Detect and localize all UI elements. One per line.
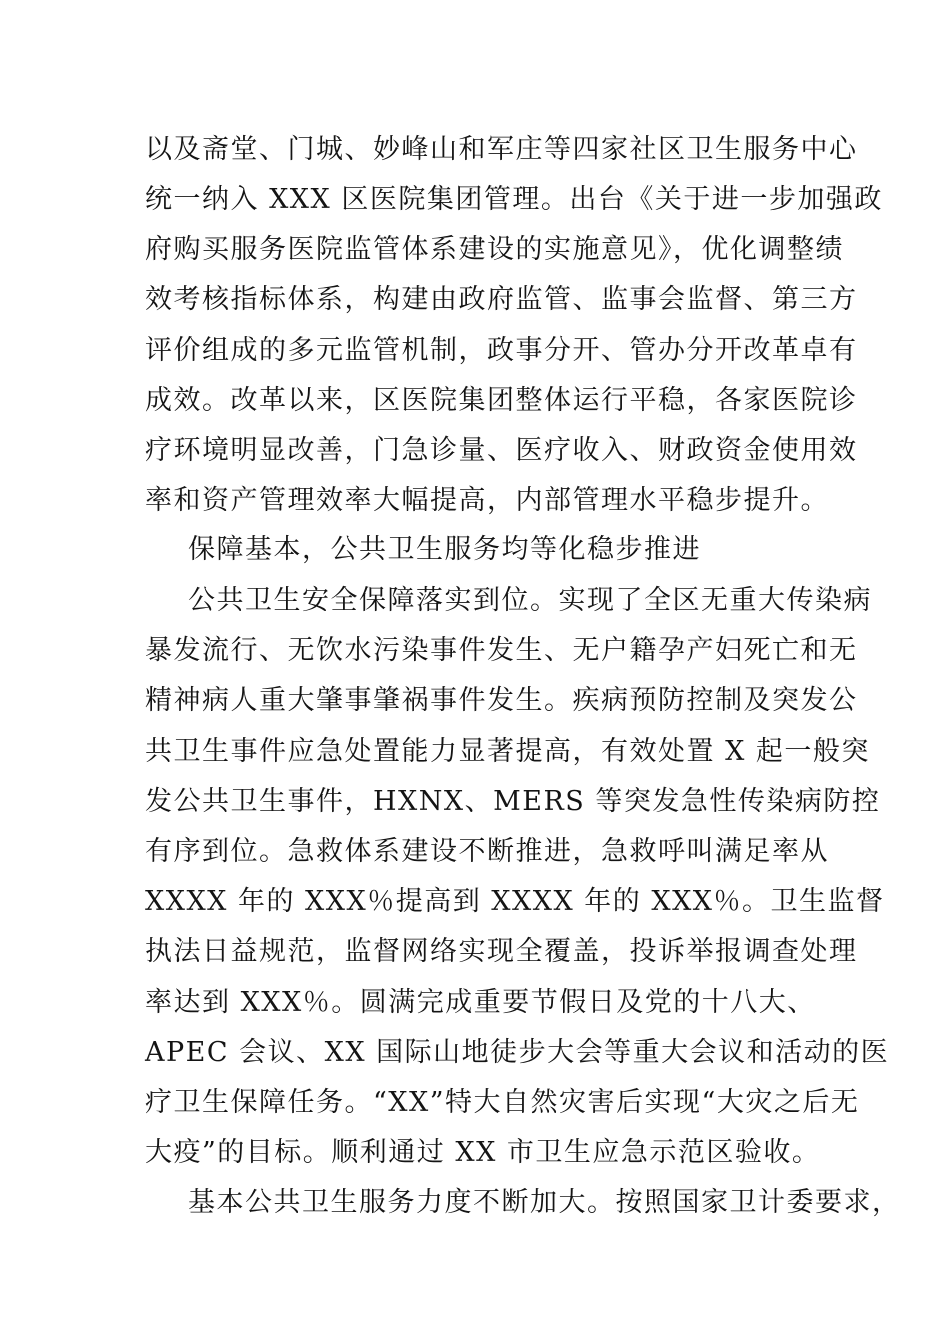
text-line: 精神病人重大肇事肇祸事件发生。疾病预防控制及突发公 bbox=[145, 685, 858, 716]
text-line: 共卫生事件应急处置能力显著提高，有效处置 X 起一般突 bbox=[145, 736, 870, 767]
section-heading: 保障基本，公共卫生服务均等化稳步推进 bbox=[188, 534, 701, 565]
text-line: 评价组成的多元监管机制，政事分开、管办分开改革卓有 bbox=[145, 335, 858, 366]
text-line: 基本公共卫生服务力度不断加大。按照国家卫计委要求， bbox=[188, 1187, 901, 1218]
text-line: 疗环境明显改善，门急诊量、医疗收入、财政资金使用效 bbox=[145, 435, 858, 466]
text-line: 疗卫生保障任务。“XX”特大自然灾害后实现“大灾之后无 bbox=[145, 1087, 860, 1118]
text-line: 以及斋堂、门城、妙峰山和军庄等四家社区卫生服务中心 bbox=[145, 134, 858, 165]
text-line: 大疫”的目标。顺利通过 XX 市卫生应急示范区验收。 bbox=[145, 1137, 821, 1168]
text-line: 执法日益规范，监督网络实现全覆盖，投诉举报调查处理 bbox=[145, 936, 858, 967]
text-line: 成效。改革以来，区医院集团整体运行平稳，各家医院诊 bbox=[145, 385, 858, 416]
text-line: 府购买服务医院监管体系建设的实施意见》，优化调整绩 bbox=[145, 234, 844, 265]
text-line: 效考核指标体系，构建由政府监管、监事会监督、第三方 bbox=[145, 284, 858, 315]
text-line: 发公共卫生事件，HXNX、MERS 等突发急性传染病防控 bbox=[145, 786, 881, 817]
text-line: 暴发流行、无饮水污染事件发生、无户籍孕产妇死亡和无 bbox=[145, 635, 858, 666]
text-line: 有序到位。急救体系建设不断推进，急救呼叫满足率从 bbox=[145, 836, 829, 867]
text-line: 率达到 XXX％。圆满完成重要节假日及党的十八大、 bbox=[145, 987, 816, 1018]
text-line: 统一纳入 XXX 区医院集团管理。出台《关于进一步加强政 bbox=[145, 184, 883, 215]
text-line: 率和资产管理效率大幅提高，内部管理水平稳步提升。 bbox=[145, 485, 829, 516]
text-line: XXXX 年的 XXX％提高到 XXXX 年的 XXX％。卫生监督 bbox=[145, 886, 885, 917]
text-line: APEC 会议、XX 国际山地徒步大会等重大会议和活动的医 bbox=[145, 1037, 890, 1068]
text-line: 公共卫生安全保障落实到位。实现了全区无重大传染病 bbox=[188, 585, 872, 616]
